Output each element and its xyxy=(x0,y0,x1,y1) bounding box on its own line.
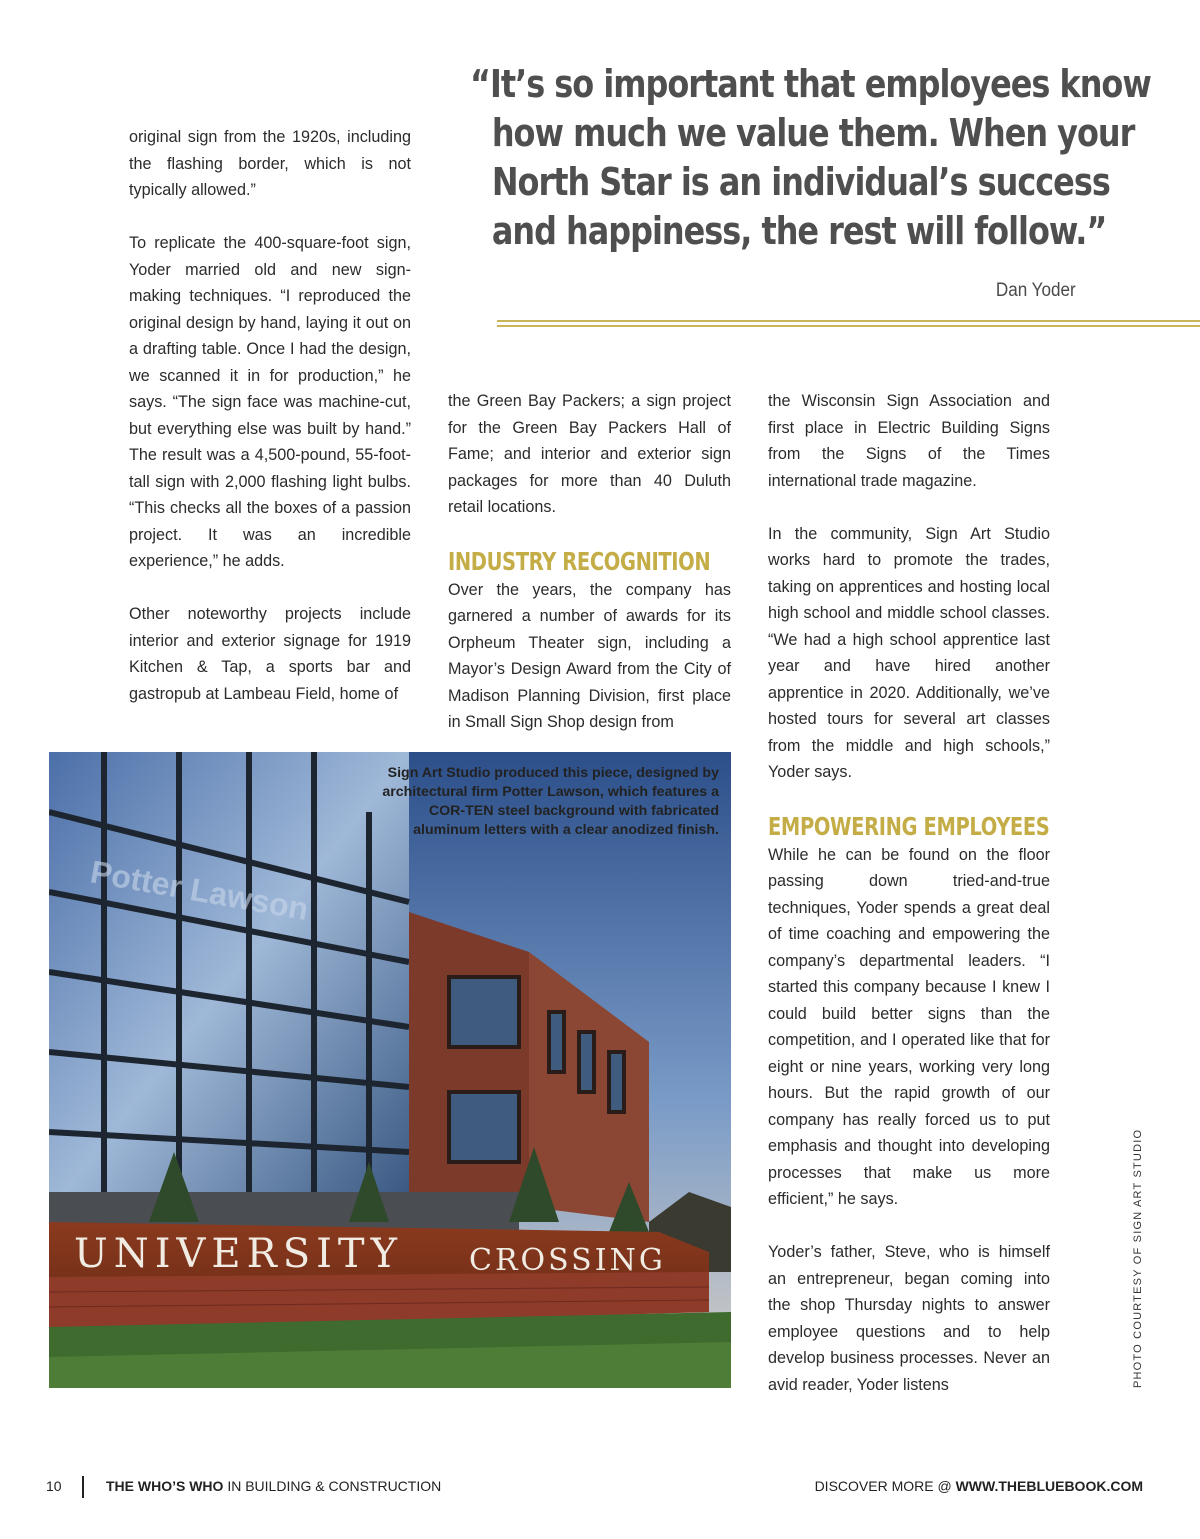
university-crossing-photo xyxy=(49,752,731,1388)
section-heading: INDUSTRY RECOGNITION xyxy=(448,546,711,576)
photo-credit: PHOTO COURTESY OF SIGN ART STUDIO xyxy=(1132,1128,1144,1388)
gold-divider xyxy=(497,325,1200,327)
sign-lettering: UNIVERSITY xyxy=(74,1231,404,1277)
page-number: 10 xyxy=(46,1478,62,1494)
pull-quote-line: how much we value them. When your xyxy=(491,111,1135,155)
body-paragraph: Other noteworthy projects include interior and exterior signage for 1919 Kitchen & Tap, a sports bar and gastropub at Lambeau Field, home of xyxy=(129,605,411,703)
footer-divider xyxy=(82,1476,84,1498)
discover-more xyxy=(815,1478,1143,1494)
building-photo xyxy=(49,752,731,1388)
body-paragraph: Over the years, the company has garnered a number of awards for its Orpheum Theater sign, including a Mayor’s Design Award from the City of Madison Planning Division, first place in Small Sign Shop design from xyxy=(448,580,731,731)
body-paragraph: the Green Bay Packers; a sign project for the Green Bay Packers Hall of Fame; and interior and exterior sign packages for more than 40 Duluth retail locations. xyxy=(448,392,731,516)
article-column-3 xyxy=(768,388,1050,1398)
pull-quote-line: North Star is an individual’s success xyxy=(491,160,1110,204)
pull-quote-line: and happiness, the rest will follow.” xyxy=(491,209,1107,253)
body-paragraph: To replicate the 400-square-foot sign, Yoder married old and new sign-making techniques. “I reproduced the original design by hand, laying it out on a drafting table. Once I had the design, we scanned it in for production,” he says. “The sign face was machine-cut, but everything else was built by hand.” The result was a 4,500-pound, 55-foot-tall sign with 2,000 flashing light bulbs. “This checks all the boxes of a passion project. It was an incredible experience,” he adds. xyxy=(129,234,411,570)
body-paragraph: While he can be found on the floor passing down tried-and-true techniques, Yoder spends a great deal of time coaching and empowering the company’s departmental leaders. “I started this company because I knew I could build better signs than the competition, and I operated like that for eight or nine years, working very long hours. But the rapid growth of our company has really forced us to put emphasis and thought into developing processes that make us more efficient,” he says. xyxy=(768,845,1050,1208)
gold-divider xyxy=(497,320,1200,322)
body-paragraph: the Wisconsin Sign Association and first place in Electric Building Signs from the Signs of the Times international trade magazine. xyxy=(768,392,1050,490)
section-heading: EMPOWERING EMPLOYEES xyxy=(768,811,1050,841)
quote-attribution: Dan Yoder xyxy=(996,280,1076,301)
website-link[interactable]: WWW.THEBLUEBOOK.COM xyxy=(955,1478,1143,1494)
publication-name-rest: IN BUILDING & CONSTRUCTION xyxy=(223,1478,442,1494)
body-paragraph: In the community, Sign Art Studio works hard to promote the trades, taking on apprentices and hosting local high school and middle school classes. “We had a high school apprentice last year and have hired another apprentice in 2020. Additionally, we’ve hosted tours for several art classes from the middle and high schools,” Yoder says. xyxy=(768,524,1050,781)
article-column-1 xyxy=(129,124,411,707)
body-paragraph: Yoder’s father, Steve, who is himself an entrepreneur, began coming into the shop Thursday nights to answer employee questions and to help develop business processes. Never an avid reader, Yoder listens xyxy=(768,1243,1050,1394)
sign-lettering: CROSSING xyxy=(469,1243,666,1278)
body-paragraph: original sign from the 1920s, including the flashing border, which is not typically allowed.” xyxy=(129,128,411,199)
article-column-2 xyxy=(448,388,731,736)
discover-prefix: DISCOVER MORE @ xyxy=(814,1478,956,1494)
pull-quote xyxy=(470,60,1151,256)
photo-caption: Sign Art Studio produced this piece, designed by architectural firm Potter Lawson, which features a COR-TEN steel background with fabricated aluminum letters with a clear anodized finish. xyxy=(382,765,719,838)
pull-quote-line: “It’s so important that employees know xyxy=(470,62,1151,106)
glass-lettering: Potter Lawson xyxy=(87,853,312,928)
publication-name xyxy=(106,1478,441,1494)
publication-name-bold: THE WHO’S WHO xyxy=(106,1478,224,1494)
